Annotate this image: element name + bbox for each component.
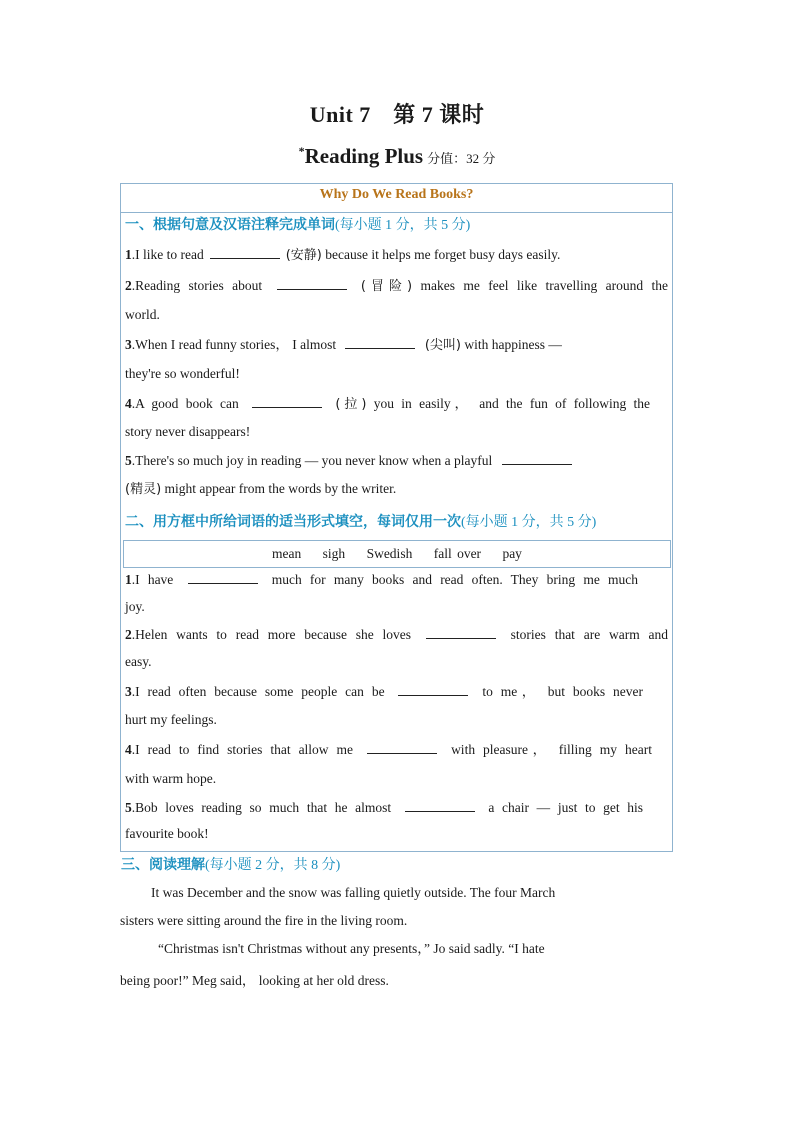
section1-heading: 一、根据句意及汉语注释完成单词(每小题 1 分，共 5 分): [125, 217, 471, 233]
passage-line: “Christmas isn't Christmas without any presents，” Jo said sadly. “I hate: [158, 941, 545, 956]
answer-blank[interactable]: [345, 335, 415, 349]
answer-blank[interactable]: [252, 394, 322, 408]
s1-question-4-cont: story never disappears!: [125, 424, 251, 439]
s2-question-2: 2.Helen wants to read more because she loves stories that are warm and: [125, 627, 669, 642]
word-option: sigh: [322, 546, 346, 561]
s1-question-3-cont: they're so wonderful!: [125, 366, 240, 381]
word-option: mean: [272, 546, 302, 561]
page-subtitle: [0, 144, 794, 169]
answer-blank[interactable]: [277, 276, 347, 290]
section3-heading: 三、阅读理解(每小题 2 分，共 8 分): [121, 857, 341, 873]
s1-question-2: 2.Reading stories about (冒险) makes me feel like travelling around the: [125, 278, 668, 294]
s2-question-4: 4.I read to find stories that allow me with pleasure， filling my heart: [125, 742, 652, 757]
s1-question-1: 1.I like to read (安静) because it helps me forget busy days easily.: [125, 247, 561, 263]
word-box: [123, 540, 671, 568]
passage-line: being poor!” Meg said， looking at her old dress.: [120, 973, 389, 988]
s2-question-1: 1.I have much for many books and read often. They bring me much: [125, 572, 639, 587]
answer-blank[interactable]: [398, 682, 468, 696]
answer-blank[interactable]: [367, 740, 437, 754]
passage-line: It was December and the snow was falling quietly outside. The four March: [151, 885, 556, 900]
s1-question-5: 5.There's so much joy in reading — you never know when a playful: [125, 451, 668, 470]
word-option: fall over: [433, 546, 482, 561]
passage-line: sisters were sitting around the fire in the living room.: [120, 913, 408, 928]
answer-blank[interactable]: [210, 245, 280, 259]
optional-star: *: [298, 144, 305, 158]
word-option: Swedish: [366, 546, 413, 561]
score-label: 分值：32 分: [427, 151, 496, 166]
s2-question-3: 3.I read often because some people can be to me， but books never: [125, 684, 643, 699]
page-title: Unit 7 第 7 课时: [309, 102, 485, 127]
subtitle-main: Reading Plus: [304, 144, 424, 168]
answer-blank[interactable]: [188, 570, 258, 584]
s2-question-2-cont: easy.: [125, 654, 152, 669]
s1-question-2-cont: world.: [125, 307, 160, 322]
frame-title: Why Do We Read Books?: [121, 184, 672, 213]
answer-blank[interactable]: [405, 798, 475, 812]
word-option: pay: [502, 546, 522, 561]
s2-question-5: 5.Bob loves reading so much that he almost a chair — just to get his: [125, 800, 644, 815]
s1-question-4: 4.A good book can (拉) you in easily， and the fun of following the: [125, 396, 650, 412]
s2-question-5-cont: favourite book!: [125, 826, 209, 841]
s1-question-5-cont: (精灵) might appear from the words by the writer.: [125, 481, 397, 497]
s2-question-1-cont: joy.: [125, 599, 145, 614]
s1-question-3: 3.When I read funny stories， I almost (尖叫) with happiness —: [125, 337, 562, 353]
answer-blank[interactable]: [502, 451, 572, 465]
s2-question-3-cont: hurt my feelings.: [125, 712, 217, 727]
section2-heading: 二、用方框中所给词语的适当形式填空，每词仅用一次(每小题 1 分，共 5 分): [125, 514, 597, 530]
answer-blank[interactable]: [426, 625, 496, 639]
s2-question-4-cont: with warm hope.: [125, 771, 217, 786]
